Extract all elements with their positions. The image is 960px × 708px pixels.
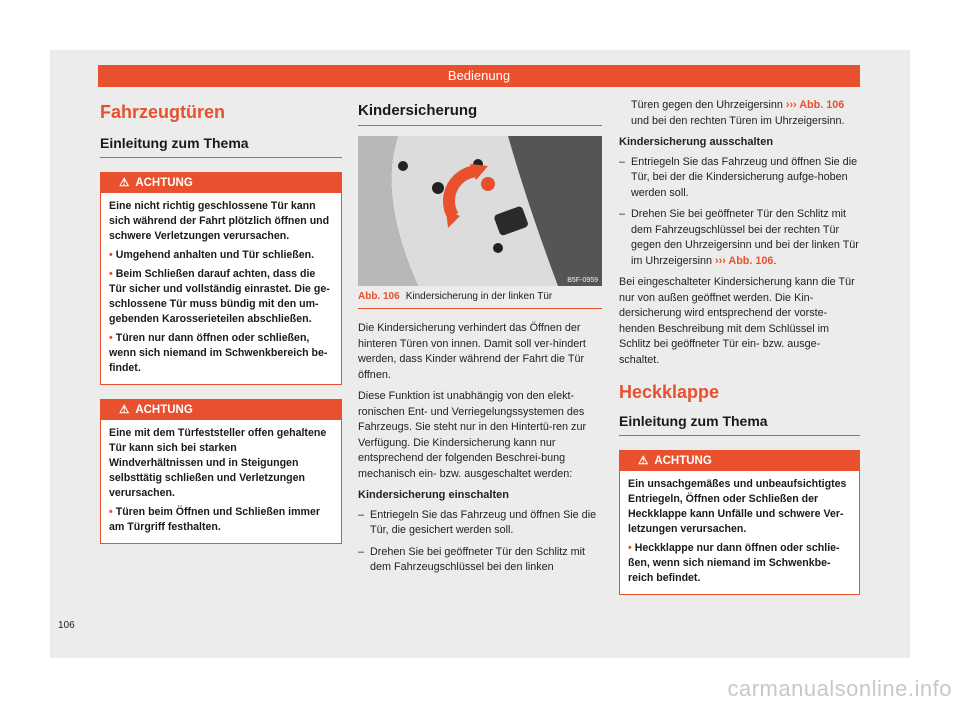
warning-box <box>100 172 342 385</box>
door-illustration <box>358 136 602 286</box>
step-item: – Drehen Sie bei geöffneter Tür den Schlitz mit dem Fahrzeugschlüssel bei der rechten Tür gegen den Uhrzeigersinn und bei der linken Tür im Uhrzeigersinn ››› Abb. 106. <box>619 208 859 267</box>
step-item: – Entriegeln Sie das Fahrzeug und öffnen Sie die Tür, bei der die Kindersicherung aufge-hoben werden soll. <box>619 155 858 199</box>
step-item: – Entriegeln Sie das Fahrzeug und öffnen Sie die Tür, die gesichert werden soll. <box>358 508 597 536</box>
step-item: – Drehen Sie bei geöffneter Tür den Schlitz mit dem Fahrzeugschlüssel bei den linken <box>358 545 586 573</box>
paragraph: Bei eingeschalteter Kindersicherung kann die Tür nur von außen geöffnet werden. Die Kin-dersicherung wird entsprechend der vorste-henden Beschreibung mit dem Schlüssel im Schlitz bei geöffneter Tür ein- bzw. ausge-schaltet. <box>619 276 855 366</box>
warning-label: ACHTUNG <box>135 177 193 189</box>
section-title: Kindersicherung <box>358 102 602 126</box>
figure-reference: ››› Abb. 106 <box>715 254 774 267</box>
figure-door-child-lock <box>358 136 602 286</box>
subheading-enable: Kindersicherung einschalten <box>358 489 509 501</box>
warning-text: Ein unsachgemäßes und unbeaufsichtigtes Entriegeln, Öffnen oder Schließen der Heckklappe kann Unfälle und schwere Ver-letzungen verursachen. <box>628 478 847 535</box>
warning-header <box>101 173 341 193</box>
warning-text: Eine mit dem Türfeststeller offen gehaltene Tür kann sich bei starken Windverhältnissen und in Steigungen selbsttätig schließen und Verletzungen verursachen. <box>109 427 327 499</box>
column-3 <box>619 92 860 595</box>
bullet-icon: • <box>109 249 113 261</box>
bullet-icon: • <box>109 506 113 518</box>
subheading-disable: Kindersicherung ausschalten <box>619 136 774 148</box>
page-number: 106 <box>58 620 75 631</box>
watermark: carmanualsonline.info <box>727 676 952 701</box>
caption-text: Kindersicherung in der linken Tür <box>405 291 553 302</box>
column-2 <box>358 92 602 582</box>
warning-bullet: Türen beim Öffnen und Schließen immer am Türgriff festhalten. <box>109 506 320 533</box>
chapter-title: Fahrzeugtüren <box>100 102 226 122</box>
warning-box <box>100 399 342 544</box>
bullet-icon: • <box>109 268 113 280</box>
bullet-icon: • <box>109 332 113 344</box>
warning-text: Eine nicht richtig geschlossene Tür kann sich während der Fahrt plötzlich öffnen und schwere Verletzungen verursachen. <box>109 200 330 242</box>
chapter-title: Heckklappe <box>619 382 720 402</box>
warning-icon: ⚠ <box>119 177 130 189</box>
warning-icon: ⚠ <box>119 404 130 416</box>
warning-icon: ⚠ <box>638 455 649 467</box>
bullet-icon: • <box>628 542 632 554</box>
figure-reference: ››› Abb. 106 <box>785 99 845 111</box>
paragraph: Die Kindersicherung verhindert das Öffnen der hinteren Türen von innen. Damit soll ver-hindert werden, dass Kinder während der Fahrt die Tür öffnen. <box>358 322 586 381</box>
warning-bullet: Umgehend anhalten und Tür schließen. <box>115 249 315 261</box>
warning-bullet: Heckklappe nur dann öffnen oder schlie-ßen, wenn sich niemand im Schwenkbe-reich befindet. <box>628 542 840 584</box>
warning-bullet: Türen nur dann öffnen oder schließen, wenn sich niemand im Schwenkbereich be-findet. <box>109 332 328 374</box>
section-subtitle: Einleitung zum Thema <box>619 413 860 436</box>
warning-label: ACHTUNG <box>135 404 193 416</box>
warning-header <box>101 400 341 420</box>
figure-code: B5F-0959 <box>567 277 598 284</box>
figure-caption <box>358 286 602 309</box>
column-1 <box>100 92 342 544</box>
step-continuation: Türen gegen den Uhrzeigersinn ››› Abb. 106 und bei den rechten Türen im Uhrzeigersinn. <box>631 99 845 127</box>
caption-label: Abb. 106 <box>358 291 400 302</box>
warning-box <box>619 450 860 595</box>
section-subtitle: Einleitung zum Thema <box>100 135 342 158</box>
section-header: Bedienung <box>98 65 860 87</box>
paragraph: Diese Funktion ist unabhängig von den elekt-ronischen Ent- und Verriegelungssystemen des Fahrzeugs. Sie steht nur in den Hintertü-ren zur Verfügung. Die Kindersicherung kann nur entsprechend der folgenden Beschrei-bung mechanisch ein- bzw. ausgeschaltet werden: <box>358 390 587 480</box>
warning-bullet: Beim Schließen darauf achten, dass die Tür sicher und vollständig einrastet. Die ge-schlossene Tür muss bündig mit den um-gebenden Karosserieteilen abschließen. <box>109 268 330 325</box>
warning-label: ACHTUNG <box>654 455 712 467</box>
warning-header <box>620 451 859 471</box>
